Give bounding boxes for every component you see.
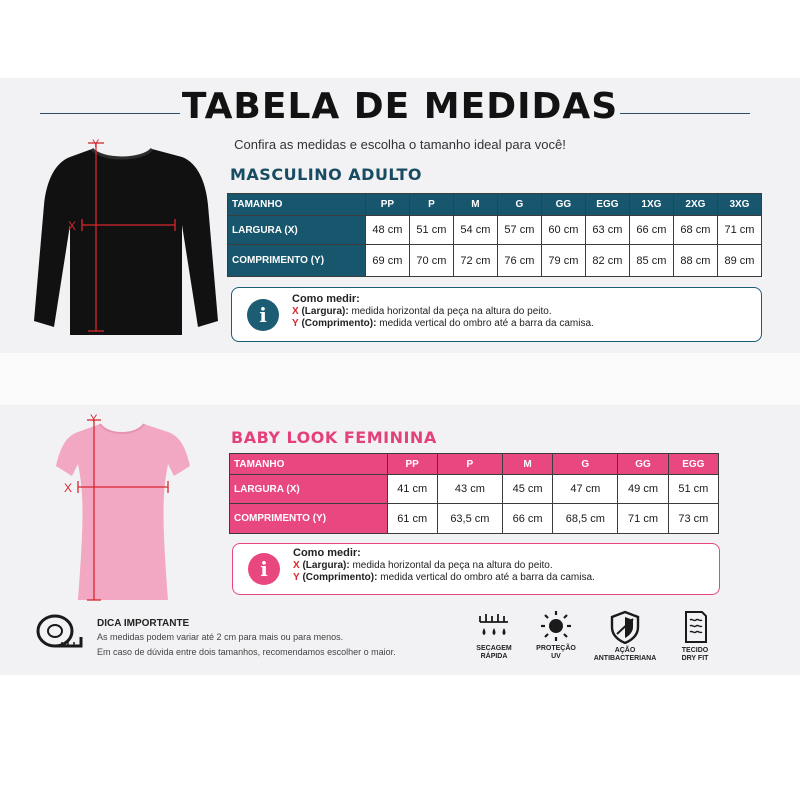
value-cell: 70 cm [409,245,453,277]
quick-dry-icon [476,610,512,642]
table-row [230,475,719,504]
size-cell: EGG [668,454,718,475]
how-to-measure-text: Como medir: X (Largura): medida horizontal da peça na altura do peito. Y (Comprimento): medida vertical do ombro até a barra da camisa. [292,293,594,329]
value-cell: 82 cm [585,245,629,277]
masculino-size-table [227,193,762,277]
header-cell: TAMANHO [228,194,366,216]
value-cell: 49 cm [618,475,668,504]
x-marker: X [68,219,77,233]
value-cell: 76 cm [497,245,541,277]
value-cell: 73 cm [668,504,718,534]
feature-uv: PROTEÇÃO UV [521,610,591,661]
value-cell: 63 cm [585,216,629,245]
fabric-tag-icon [677,610,713,644]
x-marker: X [64,481,73,495]
value-cell: 51 cm [409,216,453,245]
page-subtitle: Confira as medidas e escolha o tamanho ideal para você! [234,137,566,152]
value-cell: 89 cm [717,245,761,277]
masculino-shirt-illustration [30,135,225,360]
info-icon: i [248,553,280,585]
baby-look-shirt-shape [56,424,190,600]
size-cell: P [437,454,502,475]
feminina-size-table [229,453,719,534]
size-cell: G [553,454,618,475]
value-cell: 69 cm [365,245,409,277]
table-header-row [228,194,762,216]
feature-quick-dry: SECAGEM RÁPIDA [459,610,529,661]
y-marker: Y [92,138,100,150]
value-cell: 57 cm [497,216,541,245]
value-cell: 71 cm [717,216,761,245]
header-cell: TAMANHO [230,454,388,475]
value-cell: 66 cm [629,216,673,245]
dica-line-2: Em caso de dúvida entre dois tamanhos, recomendamos escolher o maior. [97,647,396,657]
table-row [228,216,762,245]
value-cell: 51 cm [668,475,718,504]
value-cell: 79 cm [541,245,585,277]
table-header-row [230,454,719,475]
section-divider [0,353,800,405]
value-cell: 43 cm [437,475,502,504]
value-cell: 71 cm [618,504,668,534]
value-cell: 47 cm [553,475,618,504]
size-cell: G [497,194,541,216]
dica-title: DICA IMPORTANTE [97,618,190,629]
feminina-title: BABY LOOK FEMININA [231,428,437,447]
size-cell: GG [541,194,585,216]
dica-line-1: As medidas podem variar até 2 cm para mais ou para menos. [97,632,344,642]
row-label: COMPRIMENTO (Y) [230,504,388,534]
table-row [230,504,719,534]
value-cell: 68 cm [673,216,717,245]
long-sleeve-shirt-shape [34,149,218,335]
page-title: TABELA DE MEDIDAS [181,86,619,127]
size-cell: P [409,194,453,216]
feminina-shirt-illustration [50,410,210,610]
row-label: LARGURA (X) [228,216,366,245]
feature-antibacterial: AÇÃO ANTIBACTERIANA [590,610,660,663]
table-row [228,245,762,277]
value-cell: 54 cm [453,216,497,245]
value-cell: 63,5 cm [437,504,502,534]
feminina-how-to-measure [232,543,720,595]
masculino-how-to-measure [231,287,762,342]
value-cell: 68,5 cm [553,504,618,534]
measuring-tape-icon [35,611,87,655]
value-cell: 72 cm [453,245,497,277]
size-cell: GG [618,454,668,475]
size-cell: M [453,194,497,216]
value-cell: 61 cm [387,504,437,534]
size-cell: 1XG [629,194,673,216]
y-marker: Y [90,413,98,425]
row-label: COMPRIMENTO (Y) [228,245,366,277]
value-cell: 45 cm [502,475,552,504]
info-icon: i [247,299,279,331]
sun-icon [538,610,574,642]
value-cell: 41 cm [387,475,437,504]
size-cell: PP [365,194,409,216]
row-label: LARGURA (X) [230,475,388,504]
dica-importante [35,605,435,665]
feature-dry-fit: TECIDO DRY FIT [660,610,730,663]
shield-icon [607,610,643,644]
masculino-title: MASCULINO ADULTO [230,165,422,184]
value-cell: 48 cm [365,216,409,245]
size-cell: 3XG [717,194,761,216]
value-cell: 85 cm [629,245,673,277]
size-cell: EGG [585,194,629,216]
value-cell: 60 cm [541,216,585,245]
size-cell: M [502,454,552,475]
size-cell: 2XG [673,194,717,216]
how-to-measure-text: Como medir: X (Largura): medida horizontal da peça na altura do peito. Y (Comprimento): medida vertical do ombro até a barra da camisa. [293,547,595,583]
value-cell: 66 cm [502,504,552,534]
value-cell: 88 cm [673,245,717,277]
size-cell: PP [387,454,437,475]
